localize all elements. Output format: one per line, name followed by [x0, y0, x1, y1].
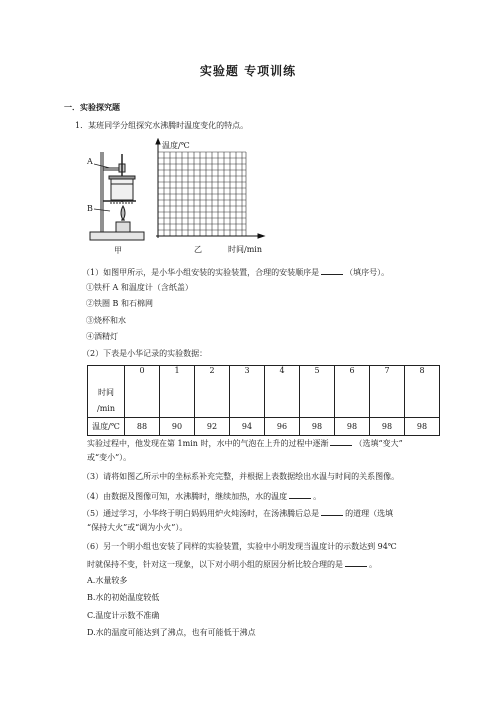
table-cell: 2 — [195, 366, 230, 418]
part-1: （1）如图甲所示，是小华小组安装的实验装置，合理的安装顺序是 （填序号）。 — [82, 268, 390, 277]
table-cell: 1 — [160, 366, 195, 418]
part-5-cont: “保持大火”或“调为小火”）。 — [87, 523, 188, 532]
x-axis-label: 时间/min — [228, 245, 262, 254]
choice-a: A.水量较多 — [87, 576, 128, 585]
page-title: 实验题 专项训练 — [199, 64, 297, 78]
question-stem: 1．某班同学分组探究水沸腾时温度变化的特点。 — [75, 121, 249, 130]
table-cell: 98 — [300, 418, 335, 436]
option-4: ④酒精灯 — [86, 332, 118, 341]
table-row — [88, 366, 440, 418]
table-row — [88, 418, 440, 436]
part-2-text: 实验过程中，他发现在第 1min 时，水中的气泡在上升的过程中逐渐 （选填“变大” — [87, 439, 403, 448]
row-header-temp: 温度/℃ — [88, 418, 125, 436]
table-cell: 98 — [405, 418, 440, 436]
table-cell: 0 — [125, 366, 160, 418]
data-table — [87, 365, 440, 436]
choice-b: B.水的初始温度较低 — [87, 593, 160, 602]
caption-jia: 甲 — [114, 246, 122, 255]
part-2: （2）下表是小华记录的实验数据： — [82, 349, 208, 358]
label-a: A — [87, 157, 93, 166]
table-cell: 98 — [370, 418, 405, 436]
option-1: ①铁杆 A 和温度计（含纸盖） — [86, 283, 193, 292]
option-2: ②铁圈 B 和石棉网 — [86, 299, 153, 308]
part-5: （5）通过学习，小华终于明白妈妈用炉火炖汤时，在汤沸腾后总是 的道理（选填 — [82, 509, 394, 518]
answer-blank[interactable] — [321, 507, 343, 516]
answer-blank[interactable] — [289, 490, 311, 499]
table-cell: 94 — [230, 418, 265, 436]
part-6: （6）另一个明小组也安装了同样的实验装置，实验中小明发现当温度计的示数达到 94℃ — [82, 542, 397, 551]
choice-c: C.温度计示数不准确 — [87, 611, 160, 620]
label-b: B — [87, 204, 93, 213]
table-cell: 96 — [265, 418, 300, 436]
caption-yi: 乙 — [194, 245, 202, 254]
section-heading: 一．实验探究题 — [64, 102, 120, 112]
blank-graph-grid — [148, 138, 268, 248]
part-4: （4）由数据及图像可知，水沸腾时，继续加热，水的温度 。 — [82, 492, 322, 501]
part-3: （3）请将如图乙所示中的坐标系补充完整，并根据上表数据绘出水温与时间的关系图像。 — [82, 472, 400, 481]
option-3: ③烧杯和水 — [86, 316, 126, 325]
table-cell: 90 — [160, 418, 195, 436]
y-axis-label: 温度/℃ — [162, 141, 190, 150]
part-6-cont: 时就保持不变，针对这一现象，以下对小明小组的原因分析比较合理的是 。 — [87, 560, 377, 569]
table-cell: 4 — [265, 366, 300, 418]
table-cell: 92 — [195, 418, 230, 436]
table-cell: 98 — [335, 418, 370, 436]
table-cell: 3 — [230, 366, 265, 418]
table-cell: 88 — [125, 418, 160, 436]
part-2-text-cont: 或“变小”）。 — [87, 453, 132, 462]
answer-blank[interactable] — [345, 558, 367, 567]
table-cell: 5 — [300, 366, 335, 418]
row-header-time: 时间 /min — [88, 366, 125, 418]
answer-blank[interactable] — [330, 437, 352, 446]
choice-d: D.水的温度可能达到了沸点，也有可能低于沸点 — [87, 628, 256, 637]
table-cell: 7 — [370, 366, 405, 418]
table-cell: 8 — [405, 366, 440, 418]
answer-blank[interactable] — [321, 266, 343, 275]
table-cell: 6 — [335, 366, 370, 418]
pointer-lines — [92, 160, 112, 220]
